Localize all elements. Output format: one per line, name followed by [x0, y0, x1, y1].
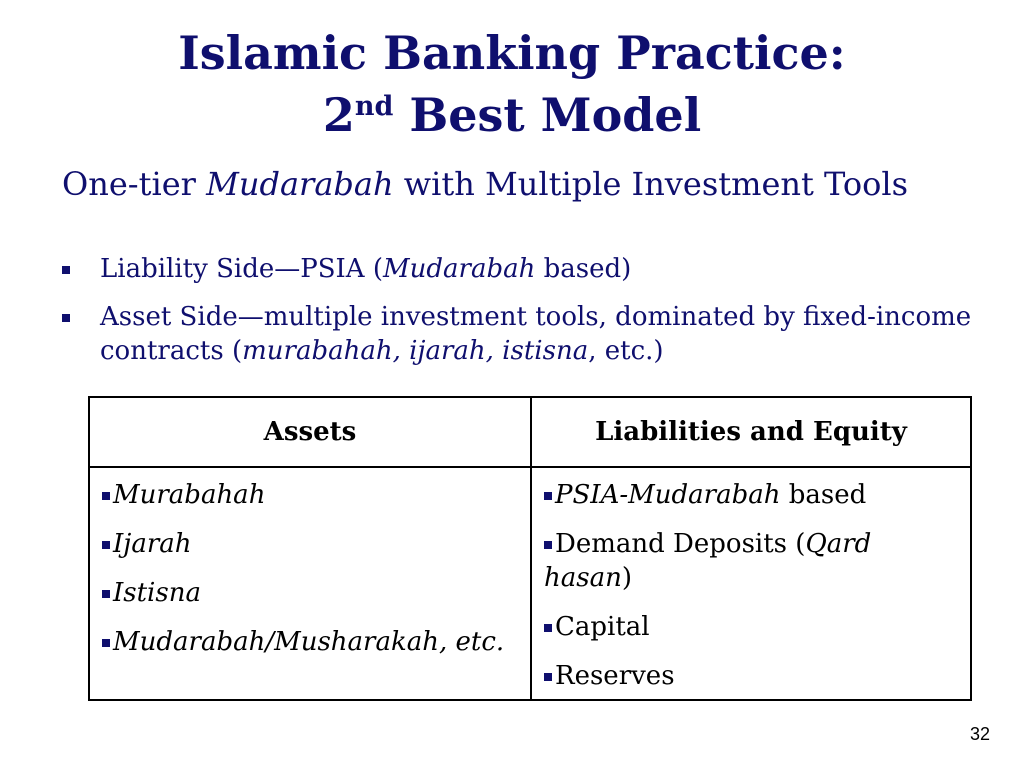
bullet-item-liability [62, 252, 1002, 286]
liability-pre: Capital [555, 612, 650, 642]
liability-item [544, 527, 960, 595]
square-bullet-icon [544, 541, 552, 549]
bullet-italic: Mudarabah [383, 254, 536, 284]
table-header-row [89, 397, 971, 467]
subheading-part-2: with Multiple Investment Tools [393, 165, 909, 203]
assets-cell [89, 467, 531, 700]
bullet-italic: murabahah, ijarah, istisna [242, 336, 589, 366]
subheading [62, 164, 998, 204]
liability-post: ) [621, 563, 632, 593]
subheading-italic: Mudarabah [206, 165, 394, 203]
asset-item [102, 527, 520, 561]
liability-italic: PSIA-Mudarabah [555, 480, 781, 510]
liability-pre: Reserves [555, 661, 675, 691]
title-ordinal-number: 2 [322, 88, 355, 142]
slide-title [0, 22, 1024, 146]
balance-sheet-table [88, 396, 972, 701]
square-bullet-icon [62, 266, 70, 274]
asset-label: Mudarabah/Musharakah, etc. [113, 627, 505, 657]
bullet-text-end: based) [535, 254, 632, 284]
header-liabilities-equity: Liabilities and Equity [531, 397, 971, 467]
title-line-2 [0, 84, 1024, 146]
liability-item [544, 659, 960, 693]
bullet-text-end: , etc.) [588, 336, 664, 366]
square-bullet-icon [102, 492, 110, 500]
bullet-list [62, 252, 1002, 382]
title-line-2-text: Best Model [393, 88, 702, 142]
bullet-text: Liability Side—PSIA ( [100, 254, 383, 284]
square-bullet-icon [544, 492, 552, 500]
title-ordinal-suffix: nd [354, 91, 394, 122]
asset-label: Ijarah [113, 529, 192, 559]
square-bullet-icon [544, 673, 552, 681]
square-bullet-icon [544, 624, 552, 632]
title-line-1: Islamic Banking Practice: [178, 26, 846, 80]
asset-item [102, 625, 520, 659]
liabilities-cell [531, 467, 971, 700]
liability-item [544, 610, 960, 644]
square-bullet-icon [102, 639, 110, 647]
subheading-part-1: One-tier [62, 165, 207, 203]
page-number: 32 [969, 724, 990, 744]
header-assets: Assets [89, 397, 531, 467]
square-bullet-icon [102, 590, 110, 598]
bullet-text: Asset Side—multiple investment tools, dominated by fixed-income contracts ( [100, 302, 972, 366]
table-row [89, 467, 971, 700]
liability-post: based [780, 480, 867, 510]
bullet-item-asset [62, 300, 1002, 368]
asset-label: Murabahah [113, 480, 266, 510]
liability-italic: Qard hasan [544, 529, 872, 593]
asset-item [102, 478, 520, 512]
liability-item [544, 478, 960, 512]
asset-label: Istisna [113, 578, 201, 608]
square-bullet-icon [102, 541, 110, 549]
liability-pre: Demand Deposits ( [555, 529, 806, 559]
square-bullet-icon [62, 314, 70, 322]
asset-item [102, 576, 520, 610]
